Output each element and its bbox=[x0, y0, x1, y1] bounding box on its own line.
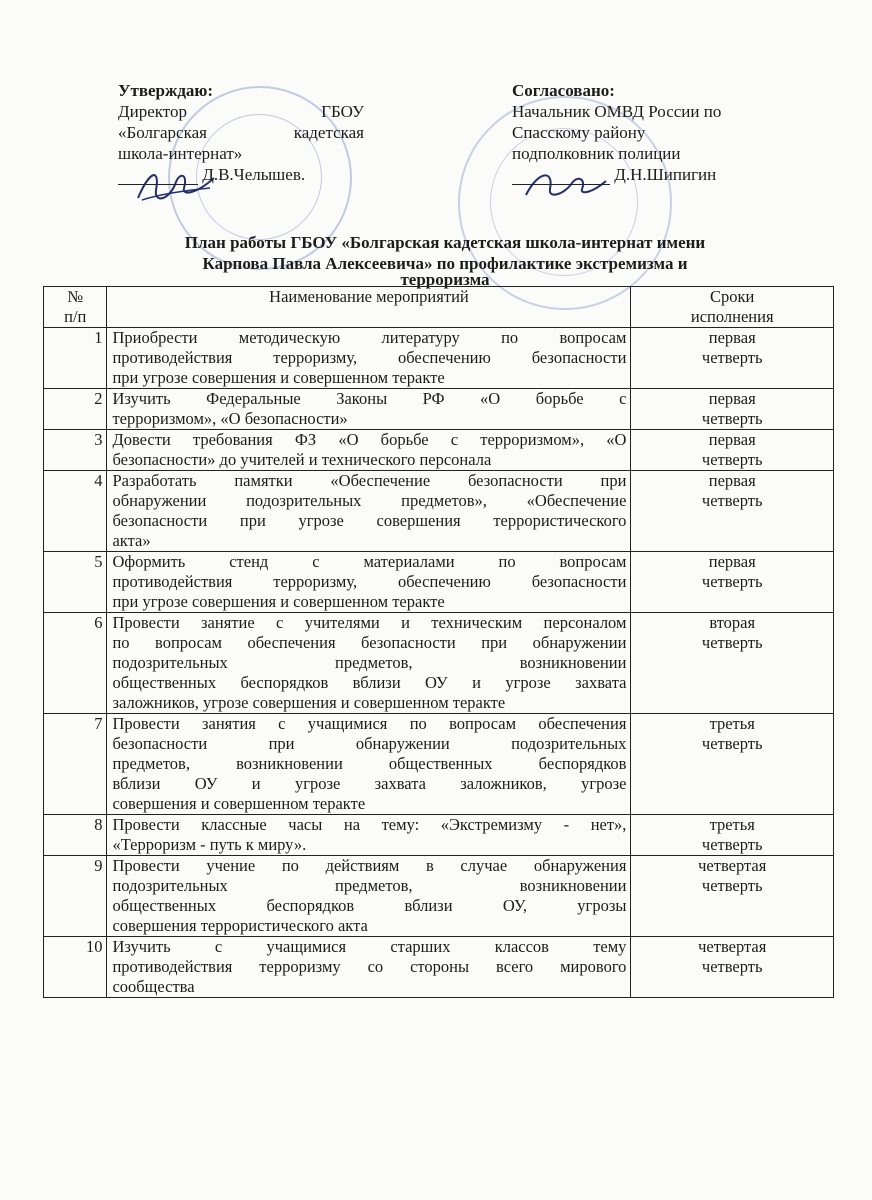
row-activity bbox=[107, 613, 631, 714]
term-line1: первая bbox=[708, 389, 756, 408]
row-number: 2 bbox=[44, 389, 107, 430]
header-num-line2: п/п bbox=[64, 307, 87, 326]
activity-line: общественных беспорядков вблизи ОУ, угрозы bbox=[112, 896, 627, 915]
term-line2: четверть bbox=[701, 348, 763, 367]
table-row bbox=[44, 552, 834, 613]
activity-line: обнаружении подозрительных предметов», «Обеспечение bbox=[112, 491, 627, 510]
row-activity bbox=[107, 471, 631, 552]
approve-heading: Утверждаю: bbox=[118, 81, 214, 100]
row-number: 1 bbox=[44, 328, 107, 389]
activity-line: противодействия терроризму, обеспечению безопасности bbox=[112, 348, 627, 367]
term-line2: четверть bbox=[701, 734, 763, 753]
row-number: 5 bbox=[44, 552, 107, 613]
activity-line: терроризмом», «О безопасности» bbox=[112, 409, 348, 428]
activity-line: совершения и совершенном теракте bbox=[112, 794, 366, 813]
agree-rank: подполковник полиции bbox=[512, 144, 681, 163]
table-header-row bbox=[44, 287, 834, 328]
row-activity bbox=[107, 856, 631, 937]
approve-school-part2: кадетская bbox=[293, 123, 364, 142]
row-activity bbox=[107, 430, 631, 471]
agree-position: Начальник ОМВД России по bbox=[512, 102, 722, 121]
activity-line: при угрозе совершения и совершенном теракте bbox=[112, 368, 445, 387]
header-term-line2: исполнения bbox=[690, 307, 774, 326]
row-number: 9 bbox=[44, 856, 107, 937]
activity-line: «Терроризм - путь к миру». bbox=[112, 835, 307, 854]
title-line: План работы ГБОУ «Болгарская кадетская школа-интернат имени bbox=[184, 233, 706, 252]
activity-line: Довести требования ФЗ «О борьбе с терроризмом», «О bbox=[112, 430, 627, 449]
approve-school-part3: школа-интернат» bbox=[118, 144, 243, 163]
table-row bbox=[44, 815, 834, 856]
term-line2: четверть bbox=[701, 450, 763, 469]
term-line2: четверть bbox=[701, 633, 763, 652]
row-term bbox=[631, 471, 834, 552]
table-row bbox=[44, 613, 834, 714]
term-line2: четверть bbox=[701, 572, 763, 591]
row-activity bbox=[107, 389, 631, 430]
activity-line: Разработать памятки «Обеспечение безопасности при bbox=[112, 471, 627, 490]
agree-block bbox=[512, 80, 767, 185]
term-line2: четверть bbox=[701, 957, 763, 976]
row-activity bbox=[107, 815, 631, 856]
activity-line: противодействия терроризму со стороны всего мирового bbox=[112, 957, 627, 976]
activity-line: Провести учение по действиям в случае обнаружения bbox=[112, 856, 627, 875]
approve-sign-name: Д.В.Челышев. bbox=[202, 165, 306, 184]
table-row bbox=[44, 937, 834, 998]
activity-line: Изучить с учащимися старших классов тему bbox=[112, 937, 627, 956]
row-number: 3 bbox=[44, 430, 107, 471]
approve-school-part1: «Болгарская bbox=[118, 123, 207, 142]
activity-line: по вопросам обеспечения безопасности при обнаружении bbox=[112, 633, 627, 652]
term-line1: вторая bbox=[709, 613, 756, 632]
row-term bbox=[631, 552, 834, 613]
term-line1: первая bbox=[708, 430, 756, 449]
header-term-line1: Сроки bbox=[710, 287, 755, 306]
agree-district: Спасскому району bbox=[512, 123, 646, 142]
row-number: 4 bbox=[44, 471, 107, 552]
row-term bbox=[631, 856, 834, 937]
activity-line: Оформить стенд с материалами по вопросам bbox=[112, 552, 627, 571]
approve-block bbox=[118, 80, 364, 185]
table-row bbox=[44, 389, 834, 430]
row-number: 8 bbox=[44, 815, 107, 856]
activity-line: Провести занятие с учителями и техническим персоналом bbox=[112, 613, 627, 632]
approve-position: Директор bbox=[118, 102, 187, 121]
agree-sign-line bbox=[512, 168, 610, 185]
document-title bbox=[100, 232, 790, 289]
approve-org: ГБОУ bbox=[321, 102, 364, 121]
row-number: 7 bbox=[44, 714, 107, 815]
plan-table bbox=[43, 286, 834, 998]
row-term bbox=[631, 430, 834, 471]
row-activity bbox=[107, 328, 631, 389]
term-line2: четверть bbox=[701, 409, 763, 428]
row-term bbox=[631, 389, 834, 430]
table-row bbox=[44, 471, 834, 552]
row-number: 6 bbox=[44, 613, 107, 714]
term-line1: первая bbox=[708, 328, 756, 347]
activity-line: сообщества bbox=[112, 977, 195, 996]
header-name-text: Наименование мероприятий bbox=[269, 287, 469, 306]
header-term bbox=[631, 287, 834, 328]
row-activity bbox=[107, 937, 631, 998]
row-term bbox=[631, 613, 834, 714]
activity-line: подозрительных предметов, возникновении bbox=[112, 653, 627, 672]
row-term bbox=[631, 714, 834, 815]
row-term bbox=[631, 815, 834, 856]
term-line1: четвертая bbox=[698, 937, 767, 956]
table-row bbox=[44, 328, 834, 389]
term-line1: первая bbox=[708, 471, 756, 490]
activity-line: акта» bbox=[112, 531, 151, 550]
row-term bbox=[631, 937, 834, 998]
activity-line: Провести занятия с учащимися по вопросам обеспечения bbox=[112, 714, 627, 733]
row-activity bbox=[107, 552, 631, 613]
activity-line: Приобрести методическую литературу по вопросам bbox=[112, 328, 627, 347]
activity-line: при угрозе совершения и совершенном теракте bbox=[112, 592, 445, 611]
title-line: Карпова Павла Алексеевича» по профилактике экстремизма и bbox=[202, 254, 688, 273]
term-line1: четвертая bbox=[698, 856, 767, 875]
activity-line: безопасности» до учителей и технического персонала bbox=[112, 450, 492, 469]
activity-line: Провести классные часы на тему: «Экстремизму - нет», bbox=[112, 815, 627, 834]
table-row bbox=[44, 714, 834, 815]
agree-sign-name: Д.Н.Шипигин bbox=[614, 165, 717, 184]
term-line1: третья bbox=[709, 815, 755, 834]
term-line1: третья bbox=[709, 714, 755, 733]
term-line1: первая bbox=[708, 552, 756, 571]
table-row bbox=[44, 430, 834, 471]
row-term bbox=[631, 328, 834, 389]
header-num bbox=[44, 287, 107, 328]
activity-line: противодействия терроризму, обеспечению безопасности bbox=[112, 572, 627, 591]
activity-line: безопасности при обнаружении подозрительных bbox=[112, 734, 627, 753]
term-line2: четверть bbox=[701, 876, 763, 895]
activity-line: вблизи ОУ и угрозе захвата заложников, угрозе bbox=[112, 774, 627, 793]
agree-heading: Согласовано: bbox=[512, 81, 615, 100]
table-row bbox=[44, 856, 834, 937]
activity-line: подозрительных предметов, возникновении bbox=[112, 876, 627, 895]
activity-line: общественных беспорядков вблизи ОУ и угрозе захвата bbox=[112, 673, 627, 692]
term-line2: четверть bbox=[701, 835, 763, 854]
activity-line: Изучить Федеральные Законы РФ «О борьбе с bbox=[112, 389, 627, 408]
header-num-line1: № bbox=[67, 287, 84, 306]
approve-sign-line bbox=[118, 168, 198, 185]
activity-line: безопасности при угрозе совершения террористического bbox=[112, 511, 627, 530]
title-line: терроризма bbox=[400, 270, 490, 289]
activity-line: заложников, угрозе совершения и совершенном теракте bbox=[112, 693, 506, 712]
header-name bbox=[107, 287, 631, 328]
activity-line: предметов, возникновении общественных беспорядков bbox=[112, 754, 627, 773]
row-activity bbox=[107, 714, 631, 815]
row-number: 10 bbox=[44, 937, 107, 998]
activity-line: совершения террористического акта bbox=[112, 916, 368, 935]
term-line2: четверть bbox=[701, 491, 763, 510]
